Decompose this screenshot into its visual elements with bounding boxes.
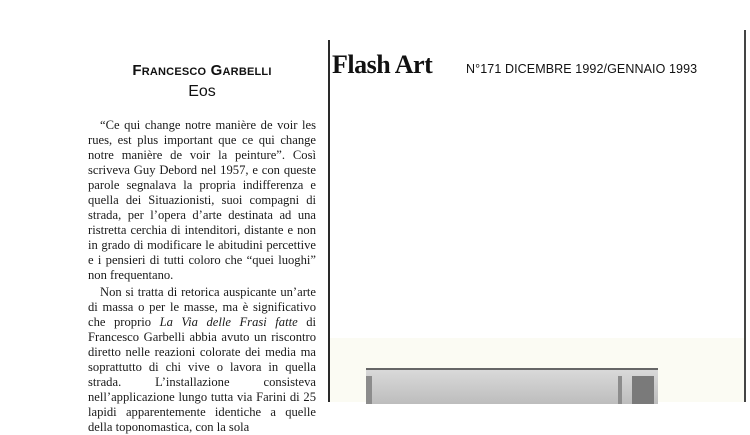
magazine-logo: Flash Art [332,50,433,79]
paragraph-text: “Ce qui change notre manière de voir les rues, est plus important que ce qui change notre manière de voir la peinture”. Così scriveva Guy Debord nel 1957, e con queste parole segnalava la propria indifferenza e quella dei Situazionisti, suoi compagni di strada, per l’opera d’arte destinata ad una ristretta cerchia di intenditori, distante e non in grado di modificare le abitudini percettive e i pensieri di tutti coloro che “quei luoghi” non frequentano. [88,118,316,282]
photo-edge-left [366,376,372,404]
issue-info: N°171 DICEMBRE 1992/GENNAIO 1993 [466,62,698,76]
body-paragraph-1 [88,118,316,283]
page-edge [744,30,746,402]
photo-edge-right [632,376,654,404]
photo-image [366,370,658,404]
paragraph-text: di Francesco Garbelli abbia avuto un riscontro diretto nelle reazioni colorate dei media ma soprattutto di chi vive o lavora in quella strada. L’installazione consisteva nell’applicazione lungo tutta via Farini di 25 lapidi apparentemente identiche a quelle della toponomastica, con la sola [88,315,316,434]
artwork-title: La Via delle Frasi fatte [159,315,298,329]
article-author: Francesco Garbelli [132,62,272,79]
article-body [88,118,316,435]
article-title: Eos [188,83,216,100]
artwork-photo [366,368,658,404]
paragraph-text: Non si tratta di retorica auspicante un’arte di massa o per le masse, ma è significativo che proprio [88,285,316,329]
photo-column [618,376,622,404]
body-paragraph-2 [88,285,316,435]
